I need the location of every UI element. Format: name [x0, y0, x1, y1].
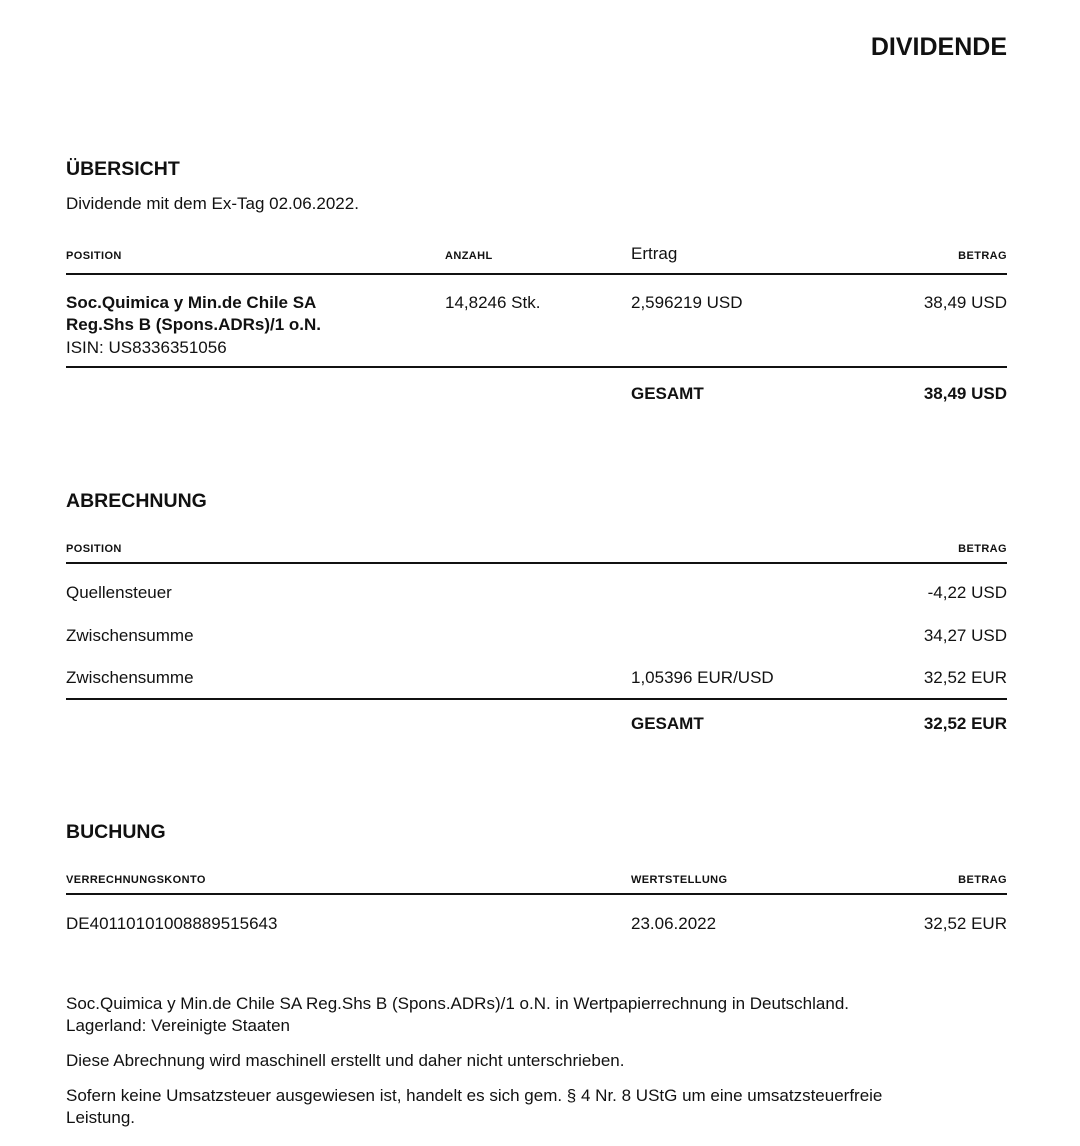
abrechnung-total-value: 32,52 EUR [923, 713, 1007, 733]
footnote-custody-info [66, 993, 1007, 1037]
footnotes [66, 993, 1007, 1129]
abrechnung-total-row [66, 700, 1007, 735]
overview-total-row [66, 368, 1007, 405]
position-cell [66, 292, 445, 359]
table-row [66, 647, 1007, 689]
abrechnung-heading: ABRECHNUNG [66, 490, 207, 513]
footnote-line: Diese Abrechnung wird maschinell erstellt und daher nicht unterschrieben. [66, 1051, 625, 1071]
buchung-col-header-verrechnungskonto: VERRECHNUNGSKONTO [66, 874, 206, 887]
overview-col-header-ertrag: Ertrag [631, 244, 678, 264]
abrechnung-detail-cell [631, 625, 924, 647]
buchung-col-header-wertstellung: WERTSTELLUNG [631, 874, 728, 887]
spacer-cell [66, 713, 631, 735]
footnote-line: Sofern keine Umsatzsteuer ausgewiesen ist, handelt es sich gem. § 4 Nr. 8 UStG um eine umsatzsteuerfreie [66, 1086, 883, 1106]
abrechnung-betrag-cell: 32,52 EUR [923, 668, 1007, 688]
ertrag-cell: 2,596219 USD [631, 292, 743, 312]
document-title: DIVIDENDE [870, 33, 1007, 61]
overview-table-header [66, 243, 1007, 274]
overview-col-header-position: POSITION [66, 250, 122, 263]
buchung-col-header-betrag: BETRAG [958, 874, 1007, 887]
iban-cell: DE40110101008889515643 [66, 914, 278, 934]
abrechnung-fx-rate-cell: 1,05396 EUR/USD [631, 668, 774, 688]
footnote-machine-generated [66, 1050, 1007, 1072]
abrechnung-total-label: GESAMT [631, 713, 704, 733]
value-date-cell: 23.06.2022 [631, 914, 717, 934]
anzahl-cell: 14,8246 Stk. [445, 292, 541, 312]
section-abrechnung [66, 489, 1007, 735]
abrechnung-detail-cell [631, 582, 928, 604]
section-uebersicht [66, 157, 1007, 405]
abrechnung-col-header-betrag: BETRAG [958, 543, 1007, 556]
overview-col-header-anzahl: ANZAHL [445, 250, 493, 263]
ex-tag-note: Dividende mit dem Ex-Tag 02.06.2022. [66, 194, 359, 213]
overview-table-row [66, 275, 1007, 368]
abrechnung-col-header-position: POSITION [66, 543, 122, 556]
table-row [66, 564, 1007, 604]
overview-col-header-betrag: BETRAG [958, 250, 1007, 263]
abrechnung-betrag-cell: -4,22 USD [927, 583, 1007, 603]
abrechnung-position-cell: Zwischensumme [66, 668, 194, 688]
footnote-line: Lagerland: Vereinigte Staaten [66, 1016, 291, 1036]
betrag-cell: 38,49 USD [923, 292, 1007, 312]
buchung-heading: BUCHUNG [66, 821, 166, 844]
security-isin: ISIN: US8336351056 [66, 337, 227, 357]
abrechnung-betrag-cell: 34,27 USD [923, 625, 1007, 645]
abrechnung-position-cell: Zwischensumme [66, 625, 194, 645]
abrechnung-position-cell: Quellensteuer [66, 583, 172, 603]
table-row [66, 605, 1007, 647]
buchung-betrag-cell: 32,52 EUR [923, 914, 1007, 934]
security-name-line2: Reg.Shs B (Spons.ADRs)/1 o.N. [66, 315, 322, 335]
footnote-line: Leistung. [66, 1108, 135, 1128]
section-buchung [66, 820, 1007, 935]
security-name-line1: Soc.Quimica y Min.de Chile SA [66, 292, 317, 312]
footnote-vat-exemption [66, 1085, 1007, 1129]
abrechnung-table-header [66, 543, 1007, 564]
uebersicht-heading: ÜBERSICHT [66, 158, 180, 180]
footnote-line: Soc.Quimica y Min.de Chile SA Reg.Shs B (Spons.ADRs)/1 o.N. in Wertpapierrechnung in Deutschland. [66, 994, 849, 1014]
spacer-cell [66, 383, 631, 405]
abrechnung-table-body [66, 564, 1007, 699]
buchung-table-header [66, 874, 1007, 895]
overview-total-label: GESAMT [631, 384, 704, 404]
buchung-table-row [66, 895, 1007, 935]
overview-total-value: 38,49 USD [923, 384, 1007, 404]
